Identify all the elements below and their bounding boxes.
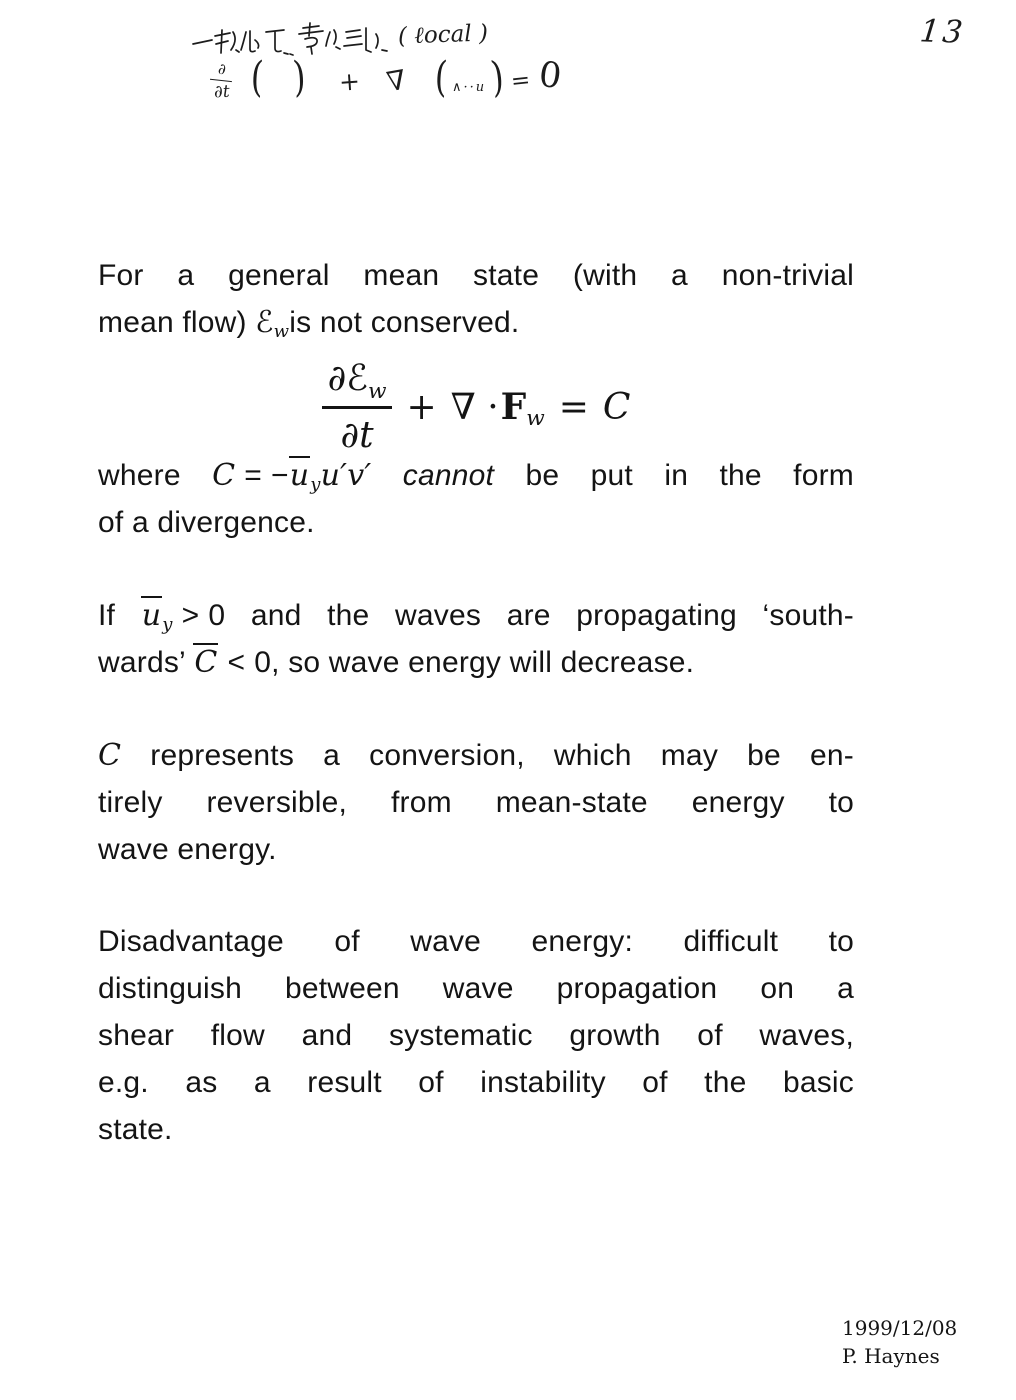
body-text: where bbox=[98, 459, 181, 492]
inline-math-C: C bbox=[98, 738, 122, 773]
text-line bbox=[98, 826, 854, 873]
hw-paren-close: ) bbox=[291, 51, 307, 102]
body-text: If bbox=[98, 599, 116, 632]
body-text: and the waves are propagating ‘south- bbox=[250, 599, 854, 632]
paragraph-where-C bbox=[98, 452, 854, 546]
handwriting-stroke bbox=[266, 23, 323, 55]
text-line bbox=[98, 252, 854, 299]
text-line bbox=[98, 918, 854, 965]
hw-partial-t: ∂t bbox=[213, 81, 231, 103]
fraction-numerator: ∂ℰ$_w$ bbox=[322, 358, 393, 409]
footer-author: P. Haynes bbox=[842, 1344, 940, 1368]
paragraph-disadvantage bbox=[98, 918, 854, 1153]
body-text: of a divergence. bbox=[98, 506, 315, 539]
handwritten-local-label: ( ℓocal ) bbox=[397, 20, 489, 50]
inline-math-Cbar-negative: C < 0, bbox=[194, 645, 280, 680]
hw-equals-sign: = bbox=[509, 67, 532, 95]
handwritten-formula bbox=[205, 51, 585, 118]
body-text: distinguish between wave propagation on a bbox=[98, 972, 854, 1005]
body-text: shear flow and systematic growth of waves, bbox=[98, 1019, 854, 1052]
hw-partial: ∂ bbox=[210, 59, 234, 82]
body-text: e.g. as a result of instability of the basic bbox=[98, 1066, 854, 1099]
handwritten-page-number: 13 bbox=[918, 13, 968, 51]
hw-paren-open: ( bbox=[433, 51, 449, 102]
text-line bbox=[98, 452, 854, 499]
text-line bbox=[98, 639, 854, 686]
hw-paren-open: ( bbox=[249, 51, 265, 102]
plus-operator: + bbox=[406, 386, 437, 428]
footer-date: 1999/12/08 bbox=[842, 1316, 958, 1340]
paragraph-general-mean-state bbox=[98, 252, 854, 346]
equation-fraction bbox=[322, 358, 393, 456]
text-line bbox=[98, 592, 854, 639]
paragraph-southward-waves bbox=[98, 592, 854, 686]
text-line bbox=[98, 1012, 854, 1059]
body-text: wave energy. bbox=[98, 833, 277, 866]
body-text: tirely reversible, from mean-state energy to bbox=[98, 786, 854, 819]
hw-nabla-icon: ∇ bbox=[384, 64, 409, 99]
inline-math-uy-positive: u y > 0 bbox=[141, 598, 226, 636]
emphasis-cannot: cannot bbox=[402, 459, 495, 492]
body-text: state. bbox=[98, 1113, 173, 1146]
handwriting-stroke bbox=[193, 30, 259, 53]
text-line bbox=[98, 779, 854, 826]
hw-plus-sign: + bbox=[338, 66, 361, 97]
handwriting-stroke bbox=[326, 28, 387, 52]
hw-zero: 0 bbox=[536, 54, 564, 98]
flux-F: F bbox=[500, 386, 527, 428]
fraction-denominator: ∂t bbox=[340, 415, 374, 456]
equals-operator: = bbox=[558, 386, 589, 428]
conversion-C: C bbox=[602, 386, 631, 428]
text-line bbox=[98, 1059, 854, 1106]
text-line bbox=[98, 732, 854, 779]
inline-math-C-definition: C = − u y u′v′ bbox=[212, 458, 372, 496]
body-text: For a general mean state (with a non-trivial bbox=[98, 259, 854, 292]
text-line bbox=[98, 965, 854, 1012]
hw-fraction bbox=[211, 60, 233, 102]
body-text: so wave energy will decrease. bbox=[288, 646, 695, 679]
hw-scribble: ∧··u bbox=[452, 80, 487, 95]
hw-paren-close: ) bbox=[488, 51, 506, 102]
footer bbox=[842, 1314, 957, 1370]
text-line bbox=[98, 1106, 854, 1153]
text-line bbox=[98, 499, 854, 546]
body-text: be put in the form bbox=[525, 459, 854, 492]
body-text: mean flow) bbox=[98, 306, 247, 339]
body-text: represents a conversion, which may be en- bbox=[150, 739, 854, 772]
body-text: is not conserved. bbox=[289, 306, 520, 339]
nabla-dot: ∇ · bbox=[450, 387, 499, 428]
inline-math-wave-energy: ℰ w bbox=[255, 305, 290, 343]
divergence-term: ∇ · F w bbox=[450, 386, 545, 432]
paragraph-C-conversion bbox=[98, 732, 854, 873]
body-text: Disadvantage of wave energy: difficult to bbox=[98, 925, 854, 958]
text-line bbox=[98, 299, 854, 346]
body-text: wards’ bbox=[98, 646, 185, 679]
wave-energy-equation bbox=[98, 358, 854, 456]
